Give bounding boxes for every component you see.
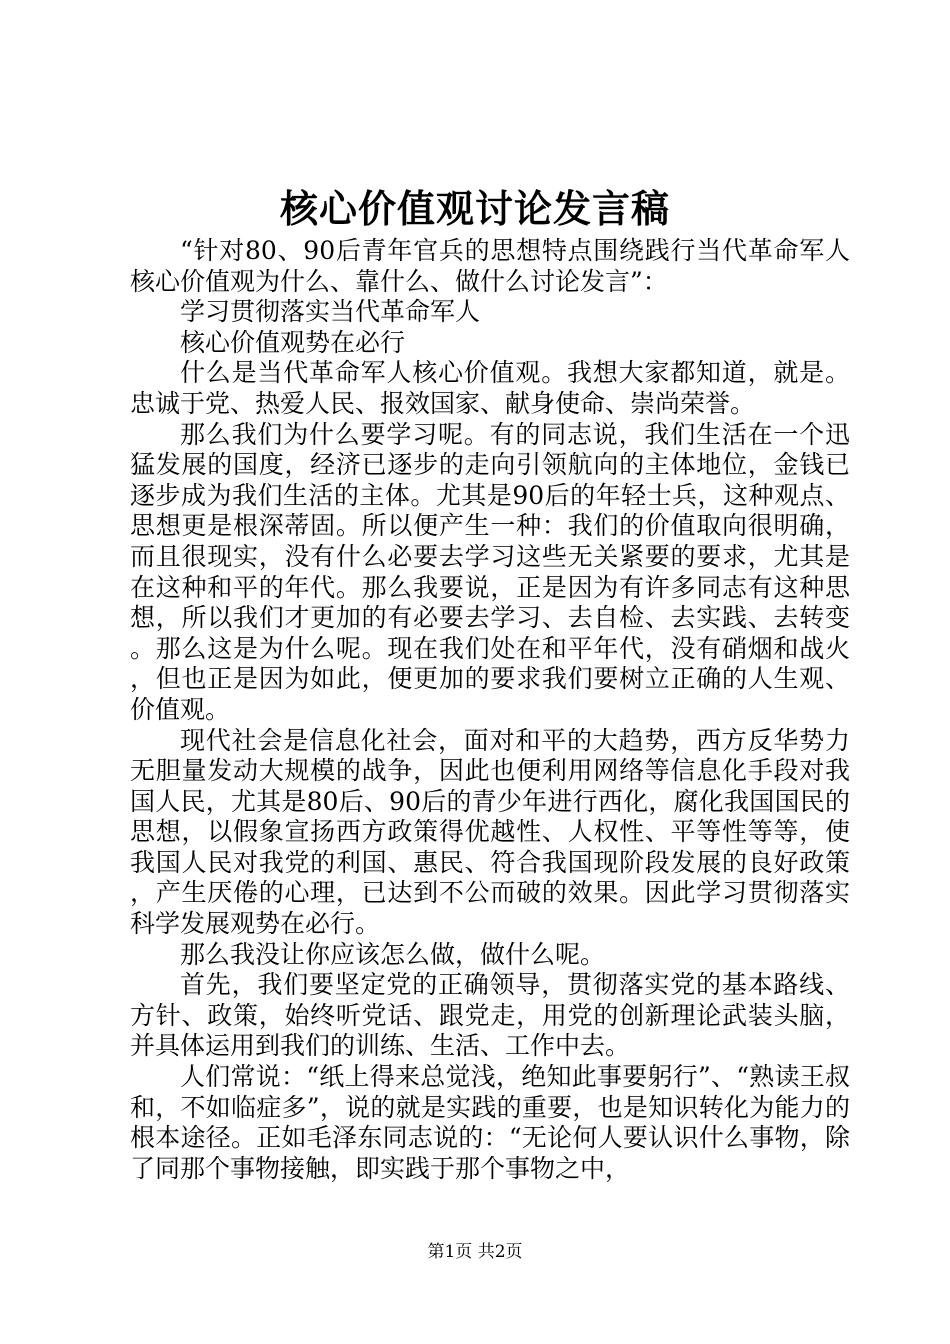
paragraph-why-learn: 那么我们为什么要学习呢。有的同志说，我们生活在一个迅猛发展的国度，经济已逐步的走向引领航向的主体地位，金钱已逐步成为我们生活的主体。尤其是90后的年轻士兵，这种观点、思想更是根深蒂固。所以便产生一种：我们的价值取向很明确，而且很现实，没有什么必要去学习这些无关紧要的要求，尤其是在这种和平的年代。那么我要说，正是因为有许多同志有这种思想，所以我们才更加的有必要去学习、去自检、去实践、去转变。那么这是为什么呢。现在我们处在和平年代，没有硝烟和战火，但也正是因为如此，便更加的要求我们要树立正确的人生观、价值观。 bbox=[130, 419, 850, 724]
paragraph-heading-line-2: 核心价值观势在必行 bbox=[180, 327, 406, 357]
paragraph-heading-line-1: 学习贯彻落实当代革命军人 bbox=[180, 297, 481, 327]
document-body bbox=[130, 236, 850, 1184]
paragraph-intro: “针对80、90后青年官兵的思想特点围绕践行当代革命军人核心价值观为什么、靠什么、做什么讨论发言”： bbox=[130, 236, 850, 296]
document-title: 核心价值观讨论发言稿 bbox=[279, 187, 670, 231]
paragraph-what-to-do: 那么我没让你应该怎么做，做什么呢。 bbox=[180, 939, 606, 969]
page-footer: 第1页 共2页 bbox=[427, 1242, 523, 1262]
paragraph-information-society: 现代社会是信息化社会，面对和平的大趋势，西方反华势力无胆量发动大规模的战争，因此也便利用网络等信息化手段对我国人民，尤其是80后、90后的青少年进行西化，腐化我国国民的思想，以假象宣扬西方政策得优越性、人权性、平等性等等，使我国人民对我党的利国、惠民、符合我国现阶段发展的良好政策，产生厌倦的心理，已达到不公而破的效果。因此学习贯彻落实科学发展观势在必行。 bbox=[130, 725, 850, 939]
paragraph-first: 首先，我们要坚定党的正确领导，贯彻落实党的基本路线、方针、政策，始终听党话、跟党走，用党的创新理论武装头脑，并具体运用到我们的训练、生活、工作中去。 bbox=[130, 970, 850, 1061]
paragraph-definition: 什么是当代革命军人核心价值观。我想大家都知道，就是。忠诚于党、热爱人民、报效国家、献身使命、崇尚荣誉。 bbox=[130, 358, 850, 418]
paragraph-practice: 人们常说：“纸上得来总觉浅，绝知此事要躬行”、“熟读王叔和，不如临症多”，说的就是实践的重要，也是知识转化为能力的根本途径。正如毛泽东同志说的：“无论何人要认识什么事物，除了同那个事物接触，即实践于那个事物之中， bbox=[130, 1062, 850, 1183]
